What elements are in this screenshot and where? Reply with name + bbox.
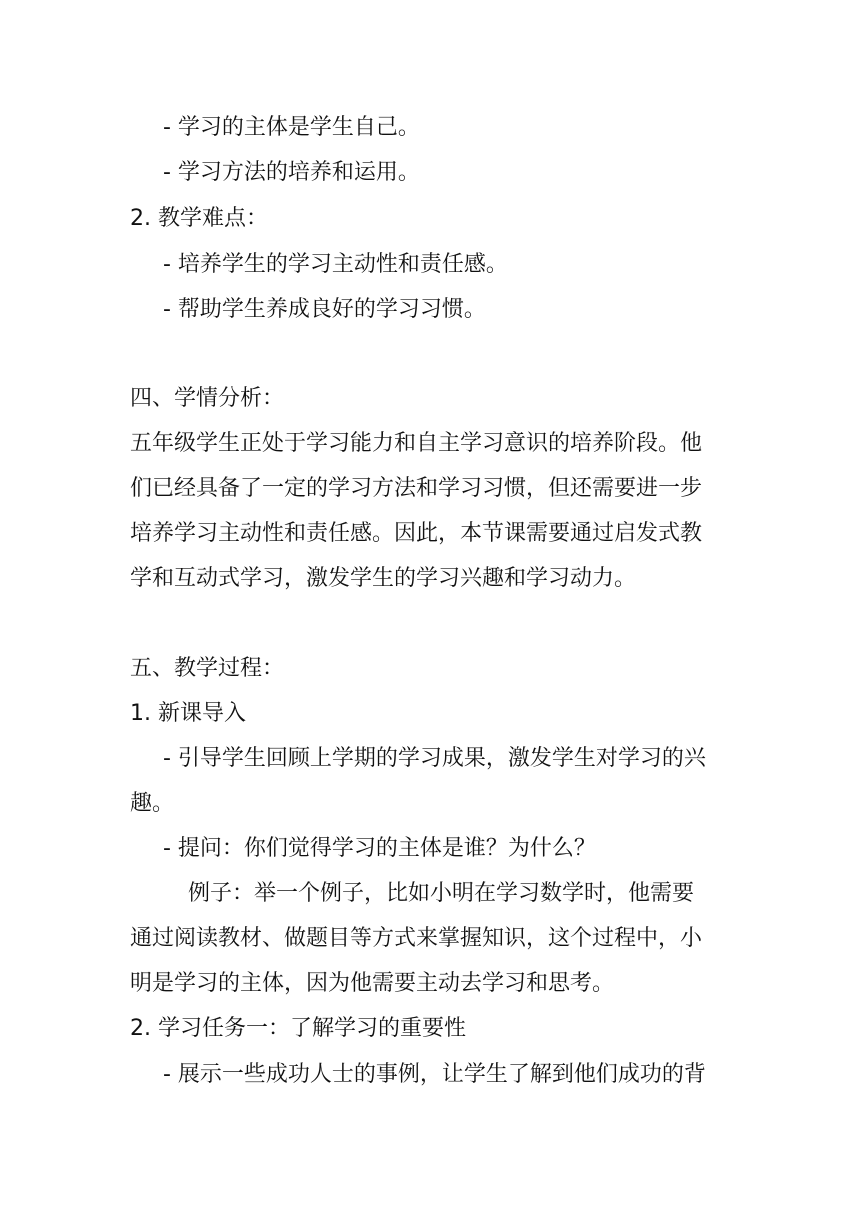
example-line: 明是学习的主体，因为他需要主动去学习和思考。: [130, 971, 615, 996]
difficulty-item: - 培养学生的学习主动性和责任感。: [163, 252, 508, 277]
process-heading: 五、教学过程：: [130, 656, 285, 681]
analysis-paragraph-line: 学和互动式学习，激发学生的学习兴趣和学习动力。: [130, 566, 637, 591]
analysis-paragraph-line: 五年级学生正处于学习能力和自主学习意识的培养阶段。他: [130, 431, 703, 456]
step-item: - 提问：你们觉得学习的主体是谁？为什么？: [163, 836, 596, 861]
difficulty-heading: 2. 教学难点：: [130, 206, 268, 231]
difficulty-item: - 帮助学生养成良好的学习习惯。: [163, 297, 486, 322]
step-heading: 1. 新课导入: [130, 701, 246, 726]
example-line: 例子：举一个例子，比如小明在学习数学时，他需要: [188, 881, 695, 906]
step-item: - 引导学生回顾上学期的学习成果，激发学生对学习的兴: [163, 746, 706, 771]
analysis-heading: 四、学情分析：: [130, 386, 285, 411]
key-point-item: - 学习方法的培养和运用。: [163, 160, 420, 185]
step-item: - 展示一些成功人士的事例，让学生了解到他们成功的背: [163, 1062, 706, 1087]
step-heading: 2. 学习任务一：了解学习的重要性: [130, 1016, 466, 1041]
step-item-continuation: 趣。: [130, 791, 175, 816]
example-line: 通过阅读教材、做题目等方式来掌握知识，这个过程中，小: [130, 926, 703, 951]
analysis-paragraph-line: 培养学习主动性和责任感。因此，本节课需要通过启发式教: [130, 521, 703, 546]
key-point-item: - 学习的主体是学生自己。: [163, 115, 420, 140]
analysis-paragraph-line: 们已经具备了一定的学习方法和学习习惯，但还需要进一步: [130, 476, 703, 501]
